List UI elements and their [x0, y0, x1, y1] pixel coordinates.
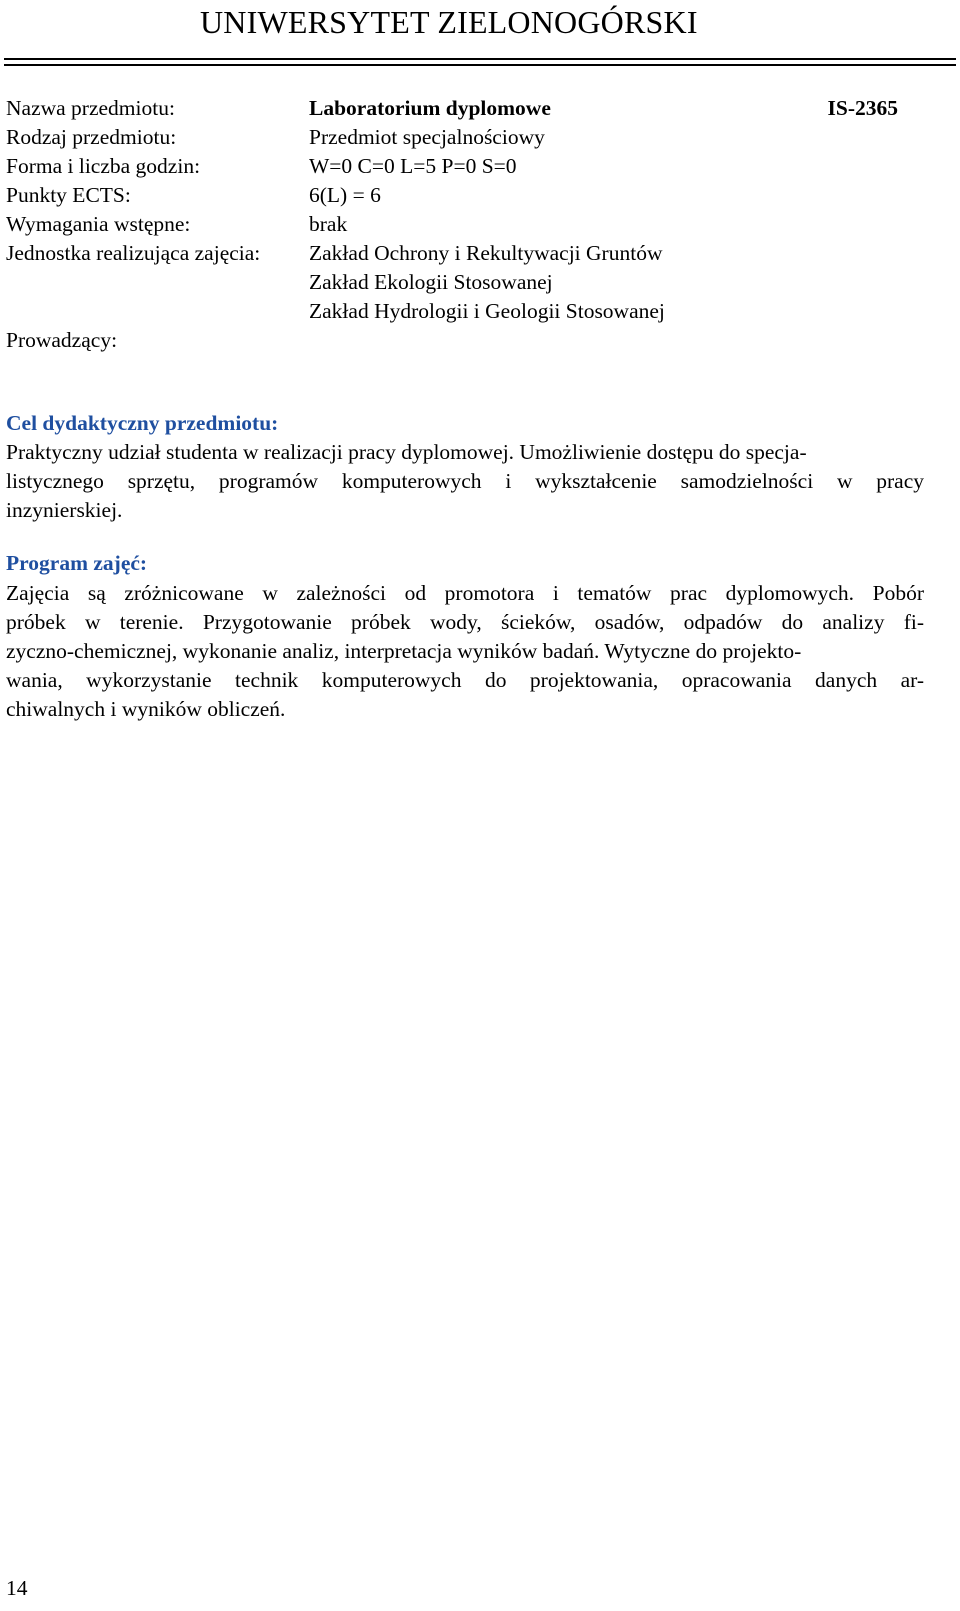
program-line-4: wania, wykorzystanie technik komputerowych do projektowania, opracowania danych ar-	[6, 668, 924, 692]
program-line-3: zyczno-chemicznej, wykonanie analiz, interpretacja wyników badań. Wytyczne do projekto-	[6, 639, 802, 663]
unit-value-2: Zakład Ekologii Stosowanej	[309, 270, 553, 294]
unit-value-1: Zakład Ochrony i Rekultywacji Gruntów	[309, 241, 663, 265]
lecturer-label: Prowadzący:	[6, 328, 118, 352]
course-code: IS-2365	[827, 96, 898, 120]
unit-row-2	[6, 267, 926, 297]
course-type-label: Rodzaj przedmiotu:	[6, 125, 177, 149]
program-heading: Program zajęć:	[6, 551, 148, 575]
requirements-value: brak	[309, 212, 348, 236]
university-title: UNIWERSYTET ZIELONOGÓRSKI	[200, 4, 698, 40]
course-name-value: Laboratorium dyplomowe	[309, 96, 551, 120]
page-number: 14	[6, 1576, 28, 1600]
ects-label: Punkty ECTS:	[6, 183, 131, 207]
course-name-row	[6, 93, 926, 123]
hours-value: W=0 C=0 L=5 P=0 S=0	[309, 154, 517, 178]
ects-value: 6(L) = 6	[309, 183, 381, 207]
program-line-1: Zajęcia są zróżnicowane w zależności od promotora i tematów prac dyplomowych. Pobór	[6, 581, 924, 605]
goal-line-3: inzynierskiej.	[6, 498, 123, 522]
hours-label: Forma i liczba godzin:	[6, 154, 201, 178]
goal-line-2: listycznego sprzętu, programów komputerowych i wykształcenie samodzielności w pracy	[6, 469, 924, 493]
ects-row	[6, 180, 926, 210]
course-name-label: Nazwa przedmiotu:	[6, 96, 175, 120]
goal-heading: Cel dydaktyczny przedmiotu:	[6, 411, 279, 435]
header-divider-bottom	[4, 64, 956, 66]
requirements-label: Wymagania wstępne:	[6, 212, 191, 236]
unit-row-3	[6, 296, 926, 326]
unit-value-3: Zakład Hydrologii i Geologii Stosowanej	[309, 299, 665, 323]
hours-row	[6, 151, 926, 181]
unit-label: Jednostka realizująca zajęcia:	[6, 241, 261, 265]
unit-row	[6, 238, 926, 268]
course-type-value: Przedmiot specjalnościowy	[309, 125, 545, 149]
program-line-5: chiwalnych i wyników obliczeń.	[6, 697, 286, 721]
lecturer-row	[6, 325, 926, 355]
requirements-row	[6, 209, 926, 239]
program-line-2: próbek w terenie. Przygotowanie próbek wody, ścieków, osadów, odpadów do analizy fi-	[6, 610, 924, 634]
header-divider-top	[4, 58, 956, 60]
course-type-row	[6, 122, 926, 152]
goal-line-1: Praktyczny udział studenta w realizacji pracy dyplomowej. Umożliwienie dostępu do specja-	[6, 440, 807, 464]
